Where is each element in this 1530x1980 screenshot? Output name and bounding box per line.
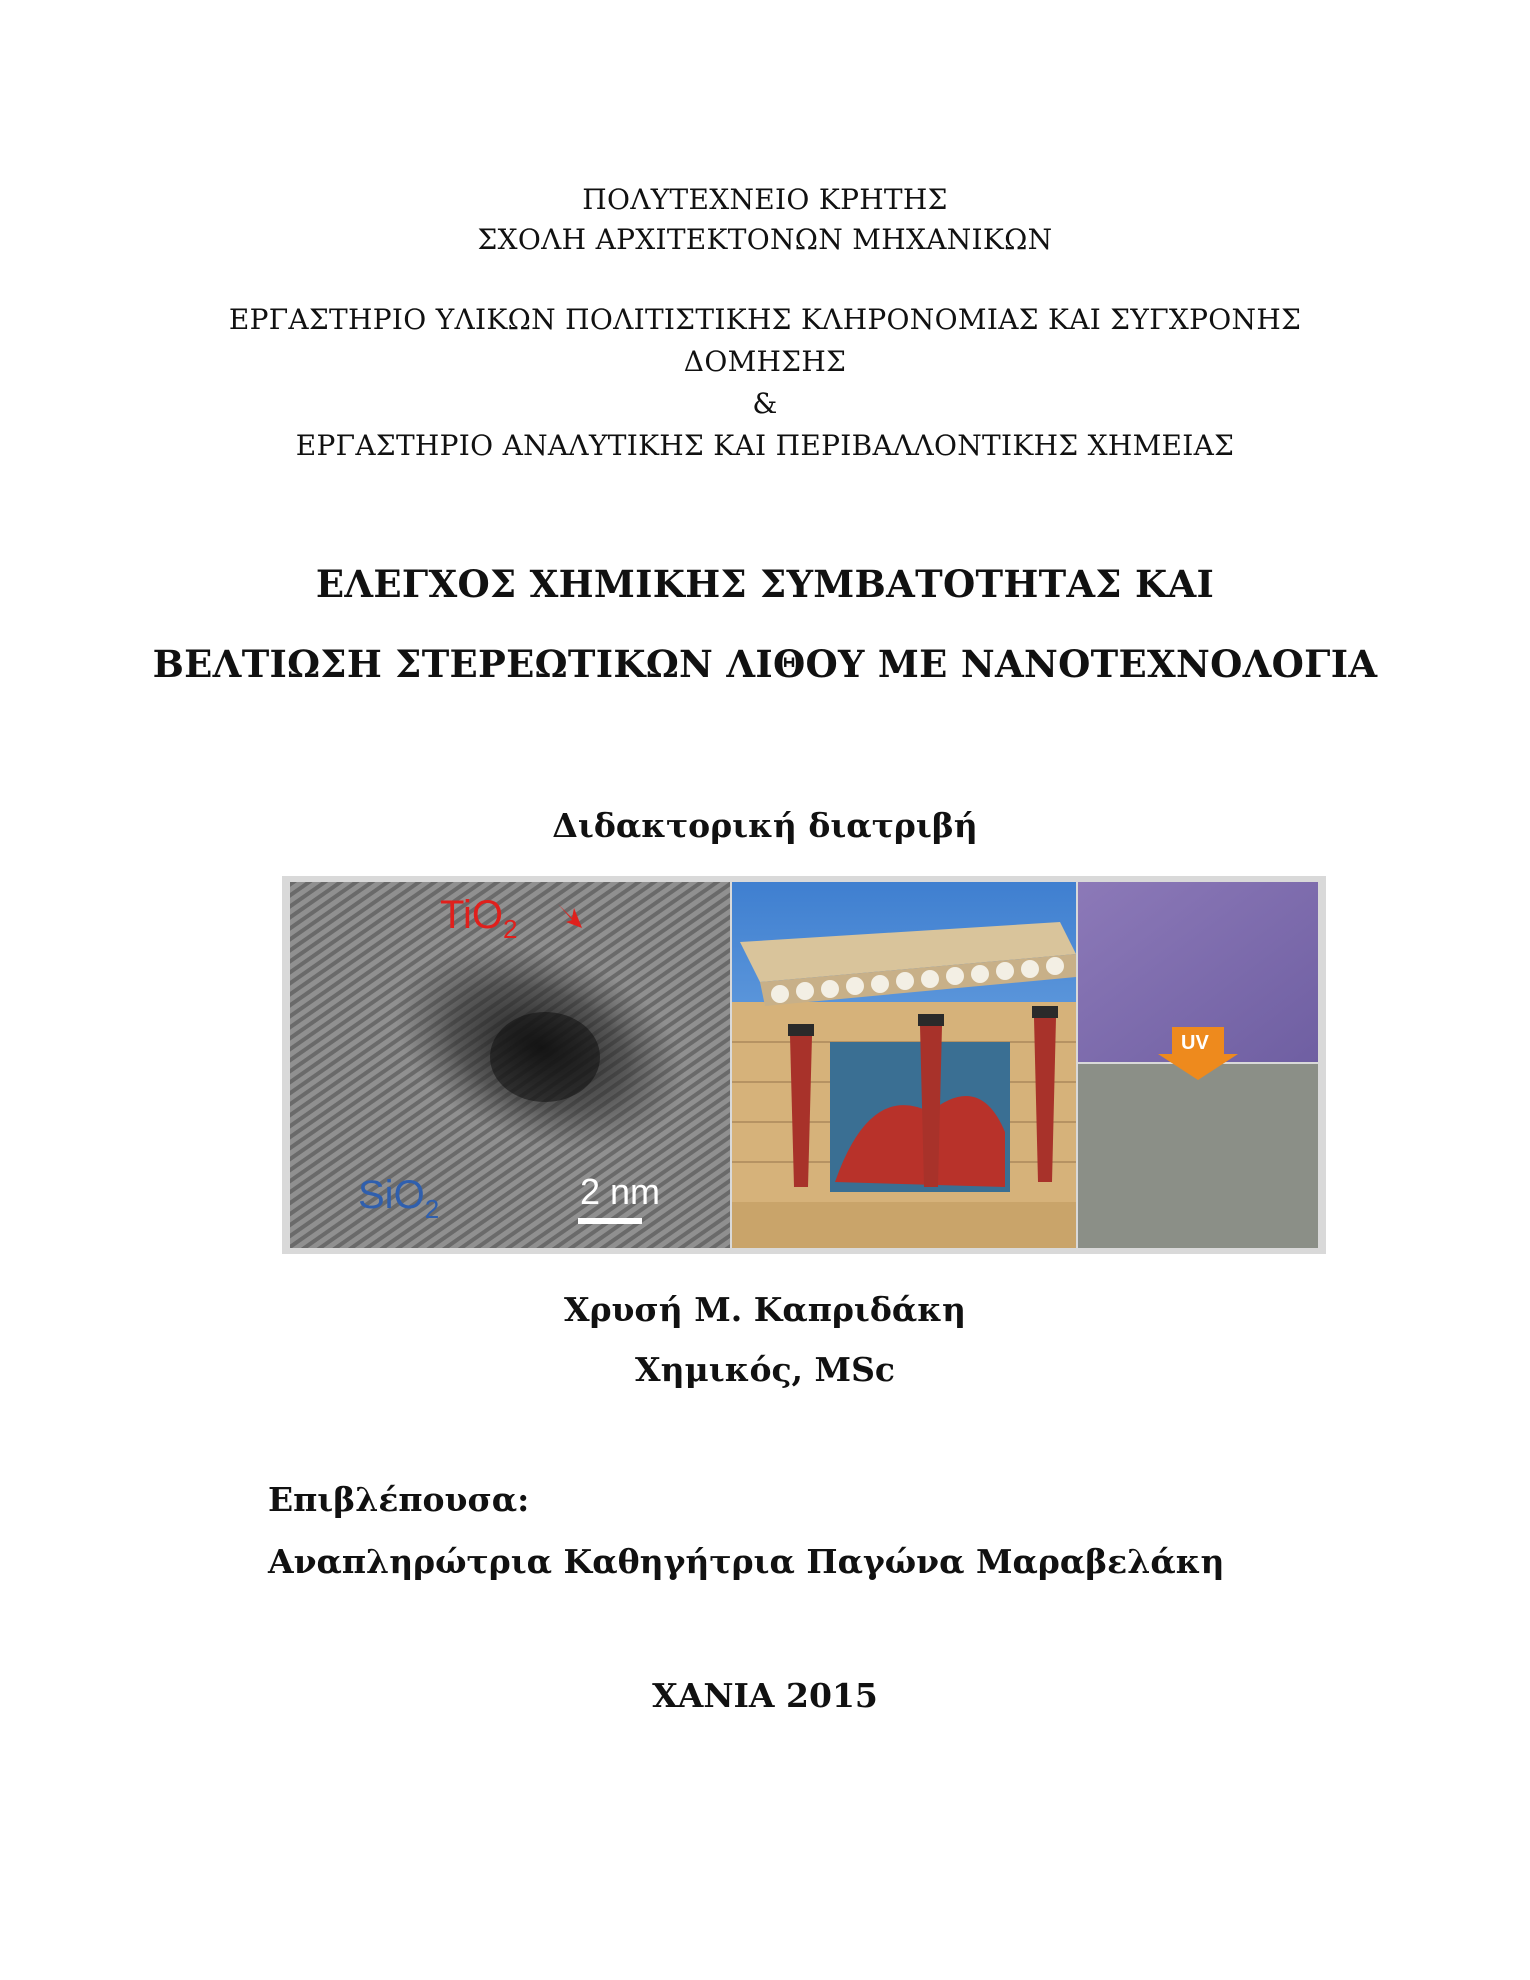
uv-label: UV — [1181, 1032, 1209, 1054]
knossos-photo-panel — [732, 882, 1076, 1248]
thesis-title-line1: ΕΛΕΓΧΟΣ ΧΗΜΙΚΗΣ ΣΥΜΒΑΤΟΤΗΤΑΣ ΚΑΙ — [315, 562, 1215, 606]
author-title: Χημικός, MSc — [635, 1350, 895, 1389]
thesis-title-line2: ΒΕΛΤΙΩΣΗ ΣΤΕΡΕΩΤΙΚΩΝ ΛΙΘΟΥ ΜΕ ΝΑΝΟΤΕΧΝΟΛΟΓΙΑ — [152, 642, 1378, 686]
tem-image-panel — [290, 882, 730, 1248]
cover-figure — [282, 876, 1326, 1254]
place-year: ΧΑΝΙΑ 2015 — [652, 1676, 878, 1715]
document-type: Διδακτορική διατριβή — [552, 806, 978, 845]
lab2-name: ΕΡΓΑΣΤΗΡΙΟ ΑΝΑΛΥΤΙΚΗΣ ΚΑΙ ΠΕΡΙΒΑΛΛΟΝΤΙΚΗΣ ΧΗΜΕΙΑΣ — [295, 429, 1235, 462]
lab1-line1: ΕΡΓΑΣΤΗΡΙΟ ΥΛΙΚΩΝ ΠΟΛΙΤΙΣΤΙΚΗΣ ΚΛΗΡΟΝΟΜΙΑΣ ΚΑΙ ΣΥΓΧΡΟΝΗΣ — [228, 303, 1302, 336]
uv-comparison-panel — [1078, 882, 1318, 1248]
author-name: Χρυσή Μ. Καπριδάκη — [563, 1290, 967, 1329]
tio2-label: TiO$_2$ — [440, 893, 518, 944]
supervisor-label: Επιβλέπουσα: — [268, 1480, 530, 1519]
scale-bar — [578, 1218, 642, 1224]
scale-bar-label: 2 nm — [580, 1171, 661, 1212]
school-name: ΣΧΟΛΗ ΑΡΧΙΤΕΚΤΟΝΩΝ ΜΗΧΑΝΙΚΩΝ — [477, 223, 1053, 256]
lab1-line2: ΔΟΜΗΣΗΣ — [683, 345, 847, 378]
cover-figure-panels — [290, 882, 1318, 1248]
sio2-label: SiO$_2$ — [358, 1173, 440, 1224]
university-name: ΠΟΛΥΤΕΧΝΕΙΟ ΚΡΗΤΗΣ — [582, 183, 948, 216]
ampersand: & — [752, 387, 778, 420]
supervisor-name: Αναπληρώτρια Καθηγήτρια Παγώνα Μαραβελάκη — [268, 1542, 1225, 1581]
